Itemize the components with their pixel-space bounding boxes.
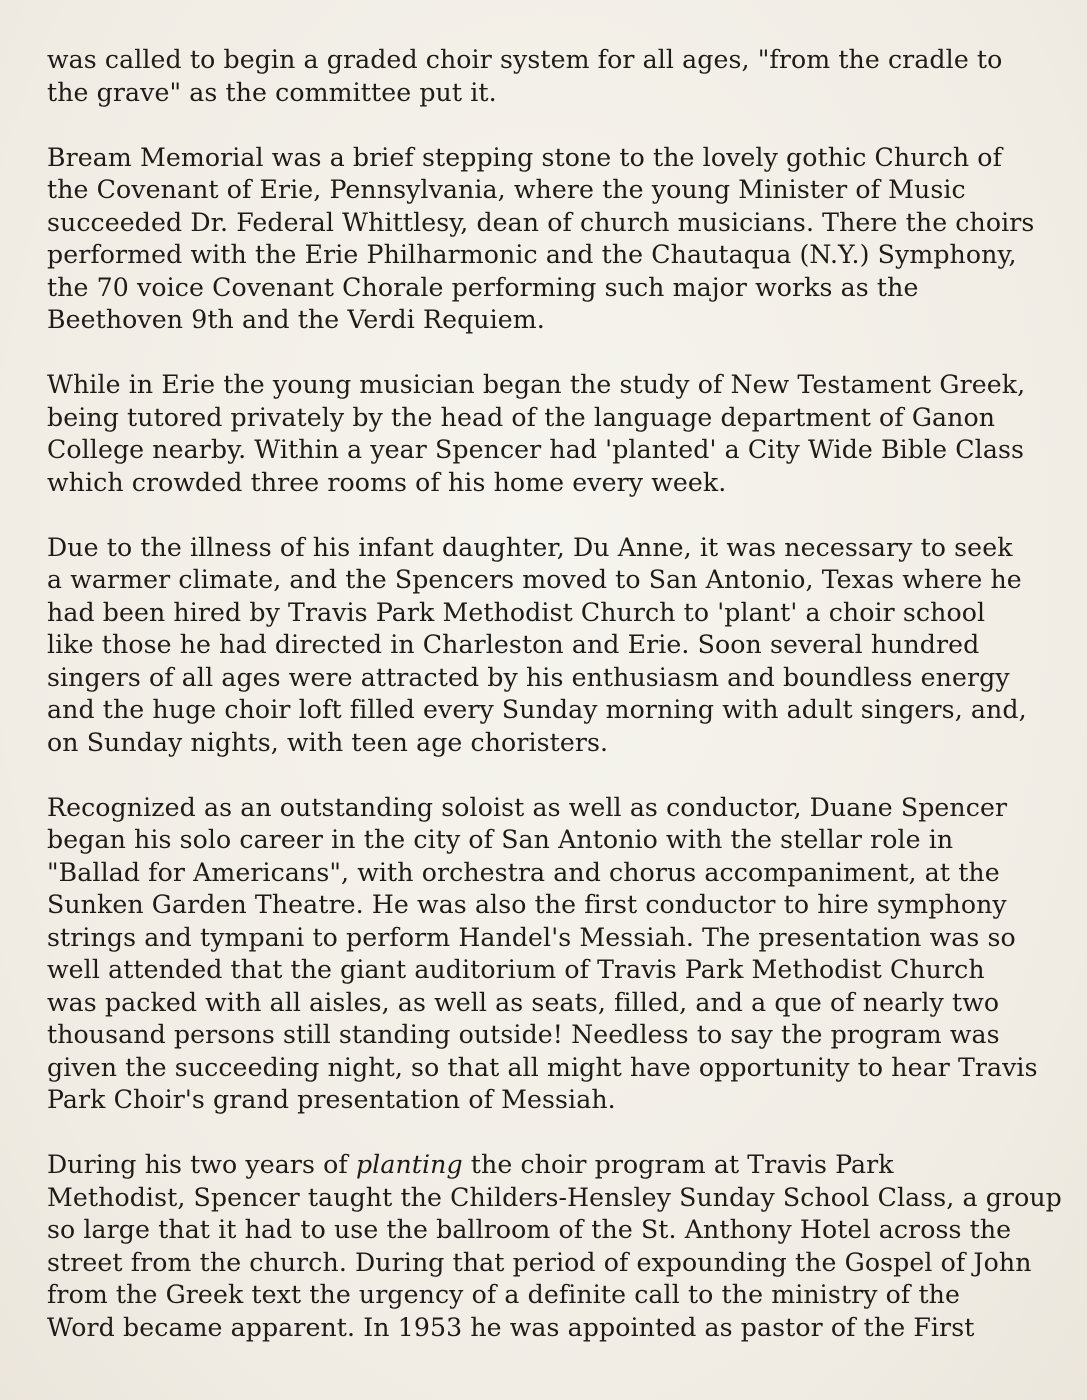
text-line: which crowded three rooms of his home every week. (47, 467, 727, 497)
paragraph-1 (47, 44, 1057, 109)
text-line: from the Greek text the urgency of a definite call to the ministry of the (47, 1280, 960, 1309)
page-text (47, 44, 1062, 1377)
text-line: had been hired by Travis Park Methodist Church to 'plant' a choir school (47, 597, 986, 627)
text-line: Recognized as an outstanding soloist as well as conductor, Duane Spencer (47, 792, 1008, 822)
text-line: College nearby. Within a year Spencer had 'planted' a City Wide Bible Class (47, 435, 1024, 464)
text-line: given the succeeding night, so that all might have opportunity to hear Travis (47, 1052, 1038, 1082)
emphasis-text: planting (355, 1150, 463, 1179)
text-line: Methodist, Spencer taught the Childers-Hensley Sunday School Class, a group (47, 1182, 1062, 1212)
text-line: was packed with all aisles, as well as seats, filled, and a que of nearly two (47, 987, 1000, 1017)
text-line: strings and tympani to perform Handel's Messiah. The presentation was so (47, 922, 1016, 952)
text-line: Bream Memorial was a brief stepping stone to the lovely gothic Church of (47, 142, 1002, 172)
text-line: was called to begin a graded choir system for all ages, "from the cradle to (47, 45, 1003, 74)
text-line: Word became apparent. In 1953 he was appointed as pastor of the First (47, 1312, 975, 1342)
paragraph-2 (47, 142, 1057, 337)
text-line: on Sunday nights, with teen age choristers. (47, 727, 609, 757)
text-line-first (47, 1149, 1057, 1182)
text-line: Due to the illness of his infant daughter, Du Anne, it was necessary to seek (47, 532, 1013, 562)
text-run: the choir program at Travis Park (462, 1150, 894, 1179)
text-line: like those he had directed in Charleston and Erie. Soon several hundred (47, 630, 980, 659)
text-line: thousand persons still standing outside! Needless to say the program was (47, 1020, 1000, 1049)
text-line: Beethoven 9th and the Verdi Requiem. (47, 305, 545, 334)
text-line: began his solo career in the city of San Antonio with the stellar role in (47, 825, 954, 854)
paragraph-6 (47, 1149, 1062, 1344)
text-line: While in Erie the young musician began the study of New Testament Greek, (47, 370, 1026, 399)
text-line: and the huge choir loft filled every Sunday morning with adult singers, and, (47, 695, 1027, 724)
text-line: singers of all ages were attracted by his enthusiasm and boundless energy (47, 662, 1010, 692)
text-line: well attended that the giant auditorium of Travis Park Methodist Church (47, 955, 985, 984)
paragraph-3 (47, 369, 1057, 499)
text-line: street from the church. During that period of expounding the Gospel of John (47, 1247, 1032, 1277)
text-line: the Covenant of Erie, Pennsylvania, where the young Minister of Music (47, 175, 966, 204)
text-line: the 70 voice Covenant Chorale performing such major works as the (47, 272, 919, 302)
text-line: the grave" as the committee put it. (47, 77, 497, 107)
text-line: Sunken Garden Theatre. He was also the first conductor to hire symphony (47, 890, 1007, 919)
text-line: performed with the Erie Philharmonic and the Chautaqua (N.Y.) Symphony, (47, 240, 1017, 269)
text-run: During his two years of (47, 1150, 356, 1179)
paragraph-4 (47, 532, 1057, 760)
text-line: succeeded Dr. Federal Whittlesy, dean of church musicians. There the choirs (47, 207, 1035, 237)
text-line: a warmer climate, and the Spencers moved to San Antonio, Texas where he (47, 565, 1022, 594)
text-line: so large that it had to use the ballroom of the St. Anthony Hotel across the (47, 1215, 1012, 1244)
text-line: "Ballad for Americans", with orchestra and chorus accompaniment, at the (47, 857, 1000, 887)
paragraph-5 (47, 792, 1057, 1117)
text-line: being tutored privately by the head of the language department of Ganon (47, 402, 996, 432)
text-line: Park Choir's grand presentation of Messiah. (47, 1085, 616, 1114)
